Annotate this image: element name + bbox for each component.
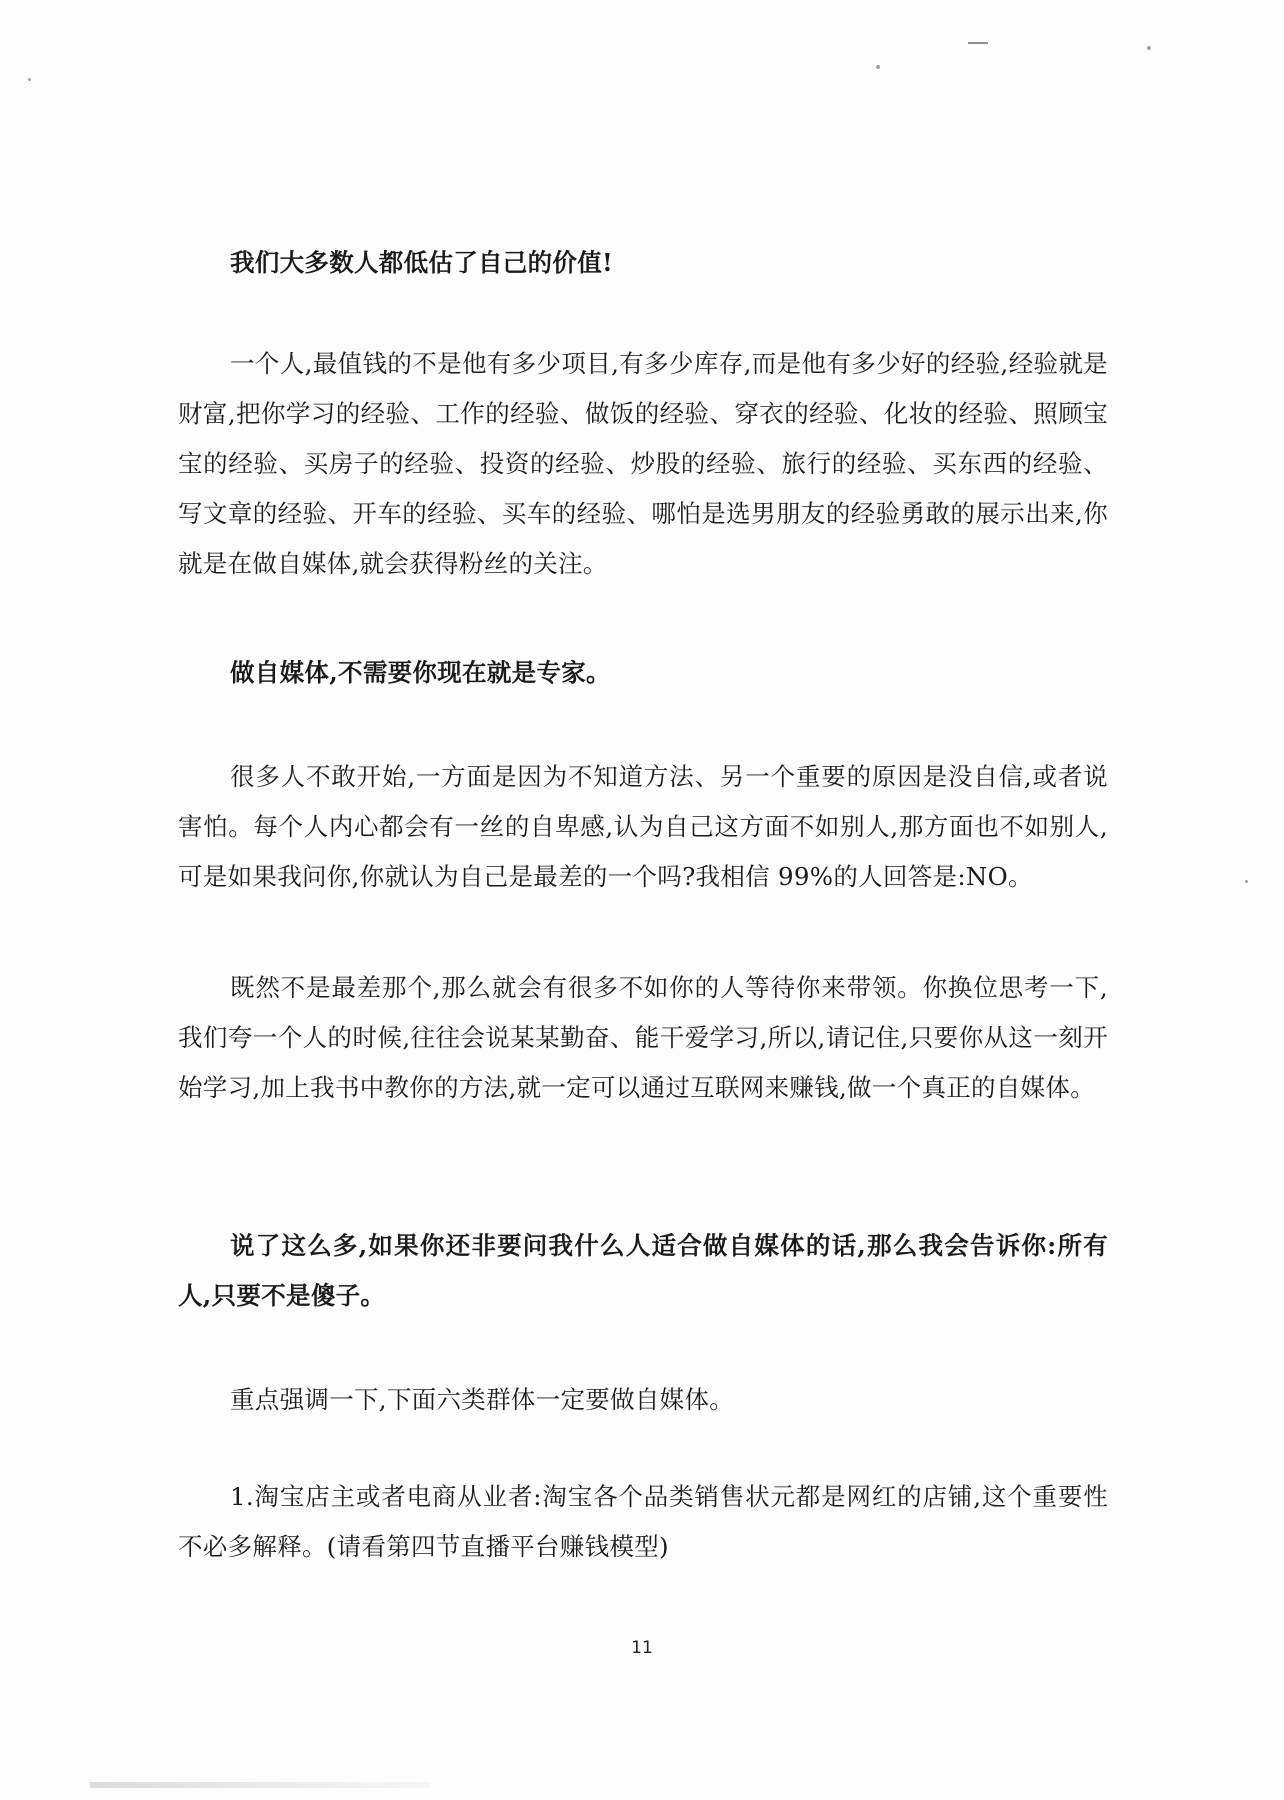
paragraph-heading-value: 我们大多数人都低估了自己的价值! [230,248,614,277]
paragraph-everyone: 说了这么多,如果你还非要问我什么人适合做自媒体的话,那么我会告诉你:所有人,只要不是傻子。 [178,1231,1108,1310]
paragraph-heading-not-expert: 做自媒体,不需要你现在就是专家。 [230,658,611,687]
scan-speck [1245,880,1248,883]
scan-edge-smudge [90,1782,430,1788]
paragraph-experience: 一个人,最值钱的不是他有多少项目,有多少库存,而是他有多少好的经验,经验就是财富,把你学习的经验、工作的经验、做饭的经验、穿衣的经验、化妆的经验、照顾宝宝的经验、买房子的经验、投资的经验、炒股的经验、旅行的经验、买东西的经验、写文章的经验、开车的经验、买车的经验、哪怕是选男朋友的经验勇敢的展示出来,你就是在做自媒体,就会获得粉丝的关注。 [178,349,1108,578]
scan-speck [876,65,880,69]
paragraph-six-groups: 重点强调一下,下面六类群体一定要做自媒体。 [230,1385,735,1414]
scan-mark [968,42,988,44]
paragraph-confidence: 很多人不敢开始,一方面是因为不知道方法、另一个重要的原因是没自信,或者说害怕。每个人内心都会有一丝的自卑感,认为自己这方面不如别人,那方面也不如别人,可是如果我问你,你就认为自己是最差的一个吗?我相信 99%的人回答是:NO。 [178,762,1108,891]
paragraph-lead-others: 既然不是最差那个,那么就会有很多不如你的人等待你来带领。你换位思考一下,我们夸一个人的时候,往往会说某某勤奋、能干爱学习,所以,请记住,只要你从这一刻开始学习,加上我书中教你的方法,就一定可以通过互联网来赚钱,做一个真正的自媒体。 [178,973,1108,1102]
page-number: 11 [631,1638,653,1658]
list-item-taobao: 1.淘宝店主或者电商从业者:淘宝各个品类销售状元都是网红的店铺,这个重要性不必多解释。(请看第四节直播平台赚钱模型) [178,1482,1108,1561]
scan-speck [1147,46,1151,50]
scan-speck [28,78,31,81]
